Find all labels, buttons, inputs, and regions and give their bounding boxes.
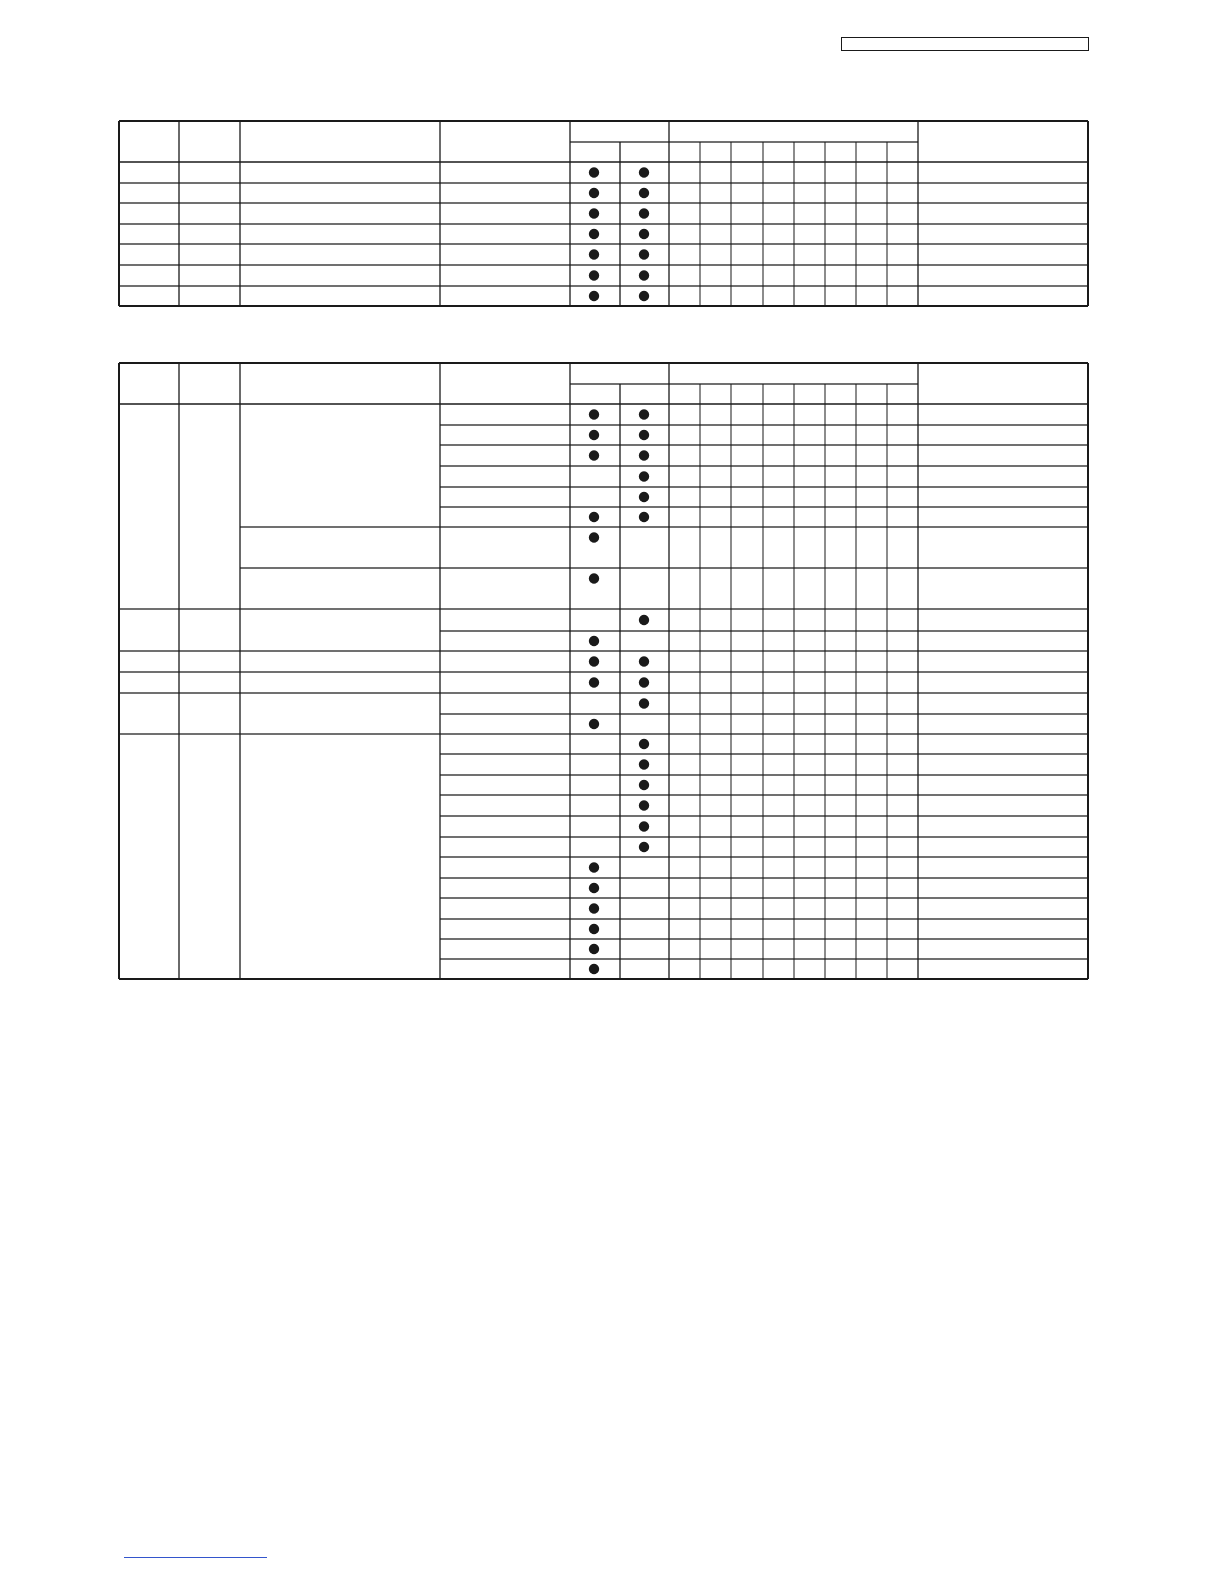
footer-link[interactable] [124, 1557, 267, 1558]
applicable-mark-dot [589, 450, 599, 460]
applicable-mark-dot [639, 739, 649, 749]
table-1 [119, 121, 1088, 306]
applicable-mark-dot [589, 229, 599, 239]
applicable-mark-dot [639, 656, 649, 666]
applicable-mark-dot [589, 944, 599, 954]
applicable-mark-dot [589, 573, 599, 583]
applicable-mark-dot [639, 615, 649, 625]
applicable-mark-dot [639, 249, 649, 259]
applicable-mark-dot [589, 677, 599, 687]
applicable-mark-dot [589, 512, 599, 522]
applicable-mark-dot [589, 719, 599, 729]
applicable-mark-dot [639, 512, 649, 522]
applicable-mark-dot [639, 698, 649, 708]
applicable-mark-dot [639, 800, 649, 810]
applicable-mark-dot [639, 759, 649, 769]
applicable-mark-dot [589, 208, 599, 218]
applicable-mark-dot [589, 291, 599, 301]
applicable-mark-dot [589, 188, 599, 198]
applicable-mark-dot [639, 780, 649, 790]
applicable-mark-dot [589, 532, 599, 542]
applicable-mark-dot [589, 862, 599, 872]
applicable-mark-dot [639, 291, 649, 301]
applicable-mark-dot [639, 270, 649, 280]
applicable-mark-dot [589, 883, 599, 893]
applicable-mark-dot [639, 229, 649, 239]
applicable-mark-dot [589, 430, 599, 440]
applicable-mark-dot [639, 450, 649, 460]
applicable-mark-dot [589, 924, 599, 934]
applicable-mark-dot [639, 821, 649, 831]
applicable-mark-dot [639, 409, 649, 419]
applicable-mark-dot [589, 167, 599, 177]
applicable-mark-dot [639, 677, 649, 687]
table-2 [119, 363, 1088, 979]
applicable-mark-dot [589, 409, 599, 419]
applicable-mark-dot [589, 636, 599, 646]
applicable-mark-dot [639, 188, 649, 198]
applicable-mark-dot [639, 167, 649, 177]
applicable-mark-dot [639, 842, 649, 852]
applicable-mark-dot [639, 492, 649, 502]
applicable-mark-dot [639, 208, 649, 218]
applicable-mark-dot [589, 270, 599, 280]
applicable-mark-dot [589, 656, 599, 666]
applicable-mark-dot [589, 249, 599, 259]
applicable-mark-dot [639, 471, 649, 481]
applicable-mark-dot [589, 964, 599, 974]
applicable-mark-dot [589, 903, 599, 913]
applicable-mark-dot [639, 430, 649, 440]
